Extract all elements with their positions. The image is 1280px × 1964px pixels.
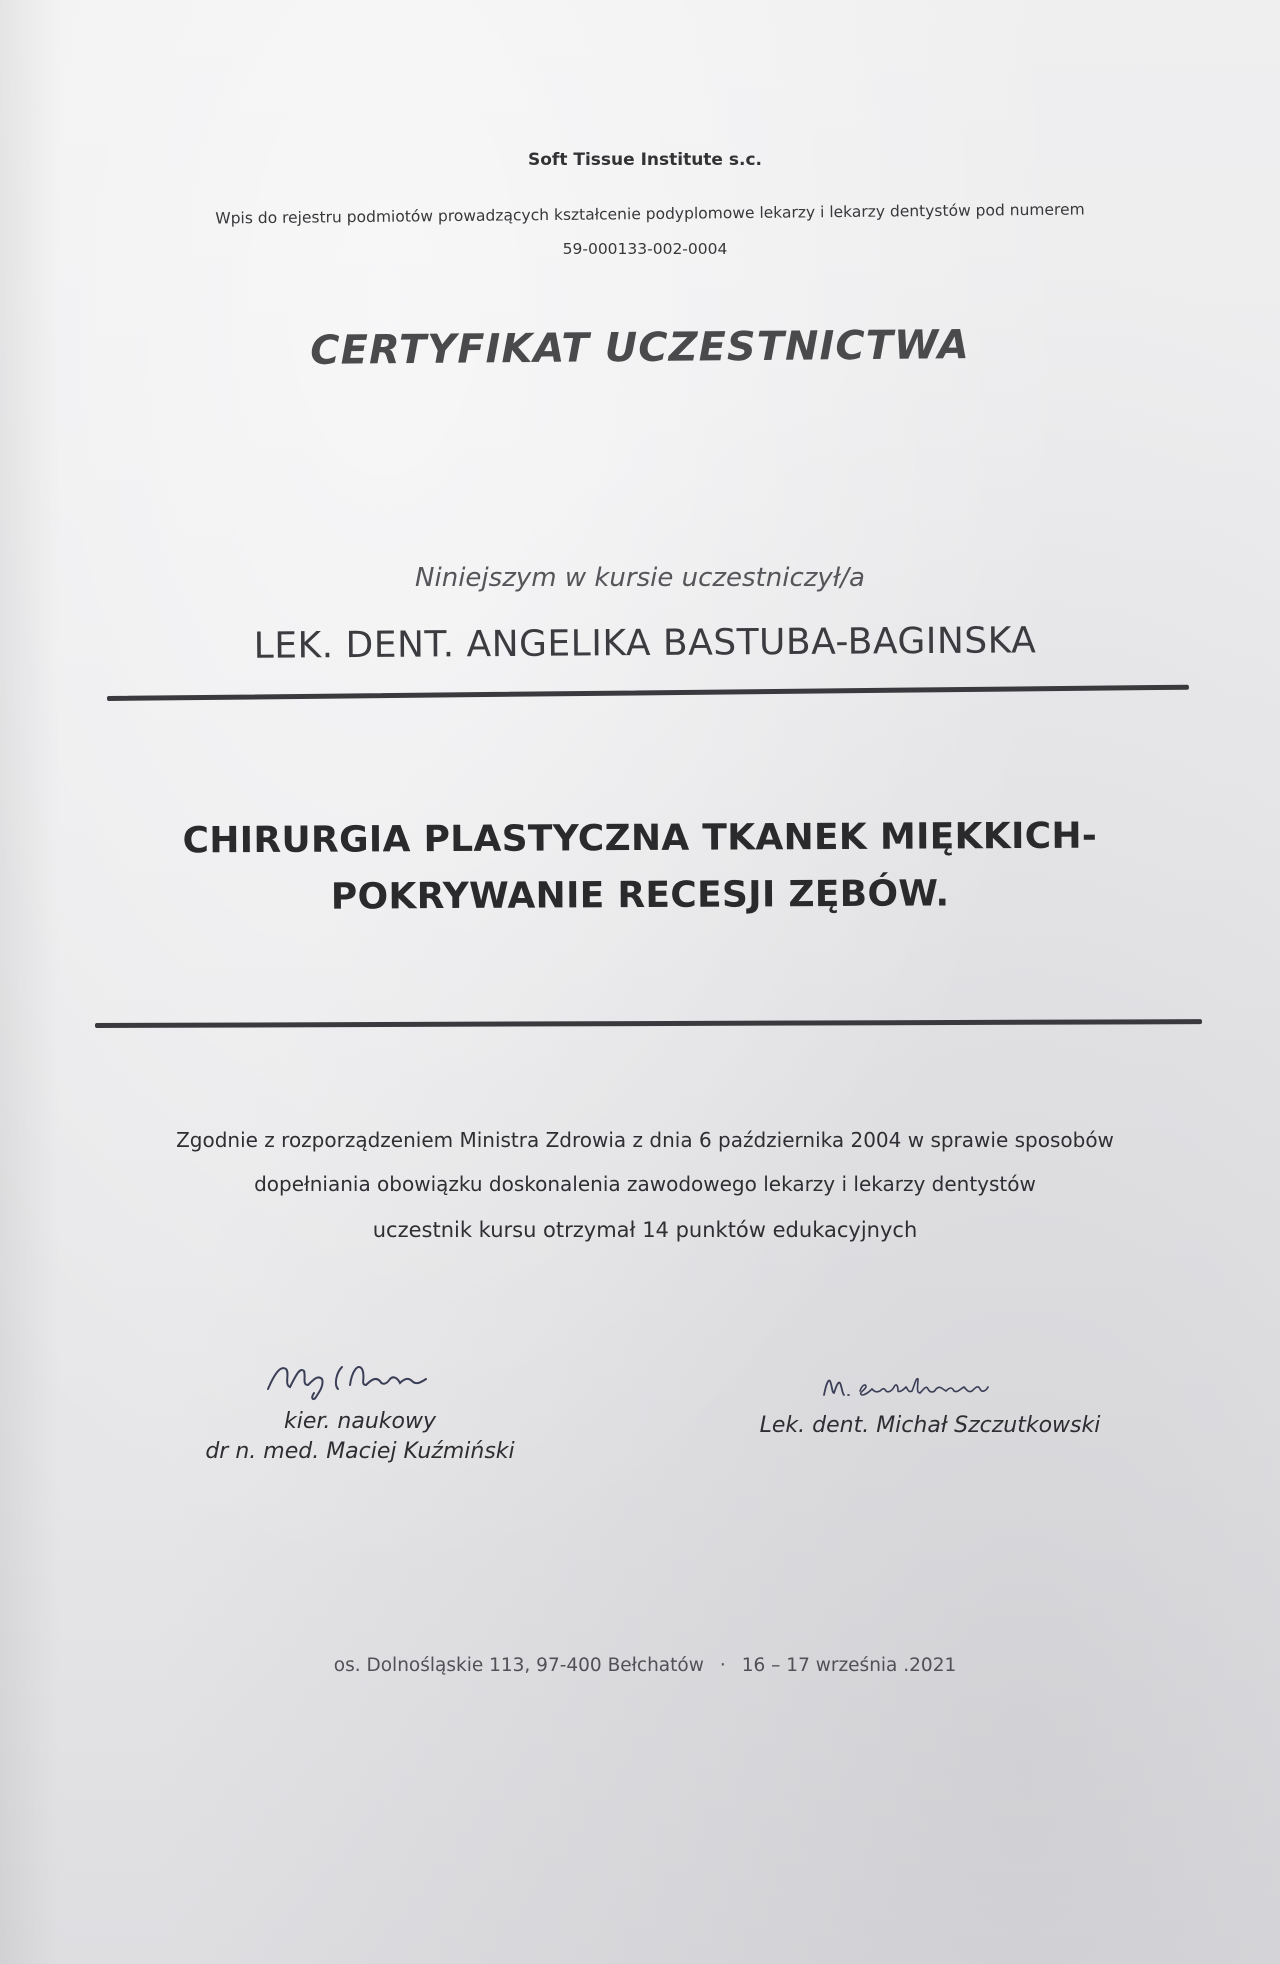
- course-title: [0, 807, 1280, 928]
- course-title-line: POKRYWANIE RECESJI ZĘBÓW.: [330, 873, 950, 918]
- course-title-line: CHIRURGIA PLASTYCZNA TKANEK MIĘKKICH-: [182, 815, 1098, 862]
- signatory-name-right: Lek. dent. Michał Szczutkowski: [759, 1413, 1101, 1438]
- institute-name: Soft Tissue Institute s.c.: [528, 150, 762, 170]
- participant-name: LEK. DENT. ANGELIKA BASTUBA-BAGINSKA: [253, 620, 1037, 667]
- divider-line: [107, 685, 1189, 701]
- footer-address: os. Dolnośląskie 113, 97-400 Bełchatów: [333, 1655, 704, 1676]
- handwritten-signature-right: [800, 1365, 1060, 1405]
- regulation-line: Zgodnie z rozporządzeniem Ministra Zdrowia z dnia 6 października 2004 w sprawie sposobów: [176, 1128, 1114, 1152]
- signature-block-right: [740, 1365, 1120, 1441]
- regulation-line: dopełniania obowiązku doskonalenia zawodowego lekarzy i lekarzy dentystów: [254, 1172, 1036, 1196]
- registry-text: Wpis do rejestru podmiotów prowadzących kształcenie podyplomowe lekarzy i lekarzy dentystów pod numerem: [215, 200, 1085, 228]
- footer-separator: ·: [719, 1655, 726, 1676]
- intro-text: Niniejszym w kursie uczestniczył/a: [415, 563, 865, 593]
- signatory-role: kier. naukowy: [284, 1409, 436, 1434]
- footer: [5, 1655, 1280, 1676]
- divider-line: [95, 1019, 1202, 1028]
- regulation-points: uczestnik kursu otrzymał 14 punktów edukacyjnych: [372, 1218, 918, 1242]
- signature-block-left: [180, 1345, 540, 1467]
- registry-number: 59-000133-002-0004: [562, 240, 728, 258]
- signatory-name-left: dr n. med. Maciej Kuźmiński: [205, 1439, 515, 1464]
- certificate-title: CERTYFIKAT UCZESTNICTWA: [310, 322, 970, 374]
- footer-dates: 16 – 17 września .2021: [741, 1655, 957, 1676]
- handwritten-signature-left: [240, 1345, 480, 1405]
